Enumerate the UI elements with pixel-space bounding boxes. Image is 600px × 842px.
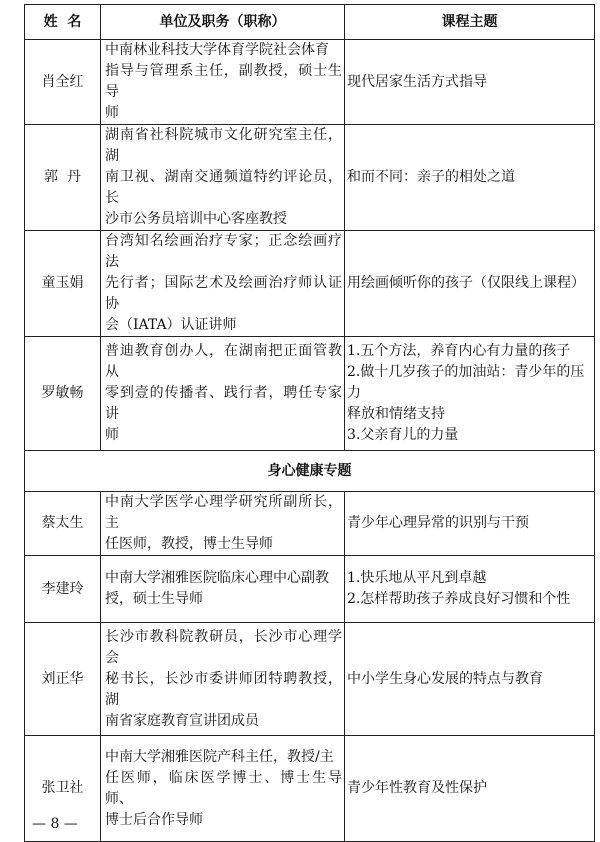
topic-line: 2.做十几岁孩子的加油站：青少年的压力 xyxy=(347,364,585,401)
header-topic: 课程主题 xyxy=(345,5,595,40)
table-row xyxy=(25,337,595,451)
topic-line: 用绘画倾听你的孩子（仅限线上课程） xyxy=(347,275,585,291)
unit-line: 授，硕士生导师 xyxy=(105,591,203,607)
unit-line: 先行者；国际艺术及绘画治疗师认证协 xyxy=(105,275,342,312)
unit-position xyxy=(101,40,345,125)
unit-line: 普迪教育创办人，在湖南把正面管教从 xyxy=(105,343,342,380)
section-row xyxy=(25,451,595,492)
person-name: 郭 丹 xyxy=(25,125,101,231)
section-title: 身心健康专题 xyxy=(25,451,595,492)
topic-line: 2.怎样帮助孩子养成良好习惯和个性 xyxy=(347,591,571,607)
course-topic xyxy=(345,125,595,231)
table-group-1 xyxy=(25,40,595,451)
table-row xyxy=(25,492,595,556)
unit-position xyxy=(101,556,345,623)
course-topic xyxy=(345,623,595,736)
course-topic xyxy=(345,556,595,623)
unit-position xyxy=(101,736,345,842)
unit-line: 零到壹的传播者、践行者，聘任专家讲 xyxy=(105,385,342,422)
unit-line: 南卫视、湖南交通频道特约评论员，长 xyxy=(105,169,342,206)
unit-position xyxy=(101,125,345,231)
person-name: 童玉娟 xyxy=(25,231,101,337)
course-topic xyxy=(345,337,595,451)
unit-line: 湖南省社科院城市文化研究室主任，湖 xyxy=(105,127,342,164)
unit-line: 中南大学湘雅医院临床心理中心副教 xyxy=(105,570,329,586)
unit-position xyxy=(101,337,345,451)
unit-position xyxy=(101,623,345,736)
topic-line: 1.快乐地从平凡到卓越 xyxy=(347,570,487,586)
unit-line: 会（IATA）认证讲师 xyxy=(105,317,237,333)
table-row xyxy=(25,125,595,231)
topic-line: 和而不同：亲子的相处之道 xyxy=(347,169,515,185)
person-name: 蔡太生 xyxy=(25,492,101,556)
course-topic xyxy=(345,736,595,842)
topic-line: 青少年性教育及性保护 xyxy=(347,780,487,796)
unit-position xyxy=(101,231,345,337)
table-group-2 xyxy=(25,492,595,842)
table-row xyxy=(25,231,595,337)
topic-line: 释放和情绪支持 xyxy=(347,406,445,422)
course-table xyxy=(24,4,595,842)
person-name: 罗敏畅 xyxy=(25,337,101,451)
topic-line: 1.五个方法，养育内心有力量的孩子 xyxy=(347,343,571,359)
unit-position xyxy=(101,492,345,556)
course-topic xyxy=(345,40,595,125)
table-row xyxy=(25,556,595,623)
topic-line: 现代居家生活方式指导 xyxy=(347,73,487,90)
unit-line: 中南大学湘雅医院产科主任，教授/主 xyxy=(105,748,334,765)
unit-line: 博士后合作导师 xyxy=(105,811,203,828)
unit-line: 任医师，临床医学博士、博士生导师、 xyxy=(105,769,342,807)
course-topic xyxy=(345,231,595,337)
unit-line: 任医师，教授，博士生导师 xyxy=(105,536,273,552)
person-name: 刘正华 xyxy=(25,623,101,736)
unit-line: 秘书长，长沙市委讲师团特聘教授，湖 xyxy=(105,670,342,708)
table-row xyxy=(25,736,595,842)
unit-line: 师 xyxy=(105,105,119,121)
table-header-row xyxy=(25,5,595,40)
unit-line: 师 xyxy=(105,427,119,443)
person-name: 李建玲 xyxy=(25,556,101,623)
topic-line: 3.父亲育儿的力量 xyxy=(347,427,459,443)
header-unit: 单位及职务（职称） xyxy=(101,5,345,40)
table-row xyxy=(25,40,595,125)
header-name: 姓 名 xyxy=(25,5,101,40)
unit-line: 中南林业科技大学体育学院社会体育 xyxy=(105,42,329,58)
unit-line: 指导与管理系主任，副教授，硕士生导 xyxy=(105,63,342,100)
person-name: 张卫社 xyxy=(25,736,101,842)
topic-line: 青少年心理异常的识别与干预 xyxy=(347,515,529,531)
topic-line: 中小学生身心发展的特点与教育 xyxy=(347,670,543,687)
course-topic xyxy=(345,492,595,556)
unit-line: 中南大学医学心理学研究所副所长，主 xyxy=(105,494,342,531)
unit-line: 沙市公务员培训中心客座教授 xyxy=(105,211,287,227)
page-number: — 8 — xyxy=(32,816,78,832)
unit-line: 南省家庭教育宣讲团成员 xyxy=(105,712,259,729)
table-row xyxy=(25,623,595,736)
unit-line: 台湾知名绘画治疗专家；正念绘画疗法 xyxy=(105,233,342,270)
person-name: 肖全红 xyxy=(25,40,101,125)
unit-line: 长沙市教科院教研员，长沙市心理学会 xyxy=(105,628,342,666)
